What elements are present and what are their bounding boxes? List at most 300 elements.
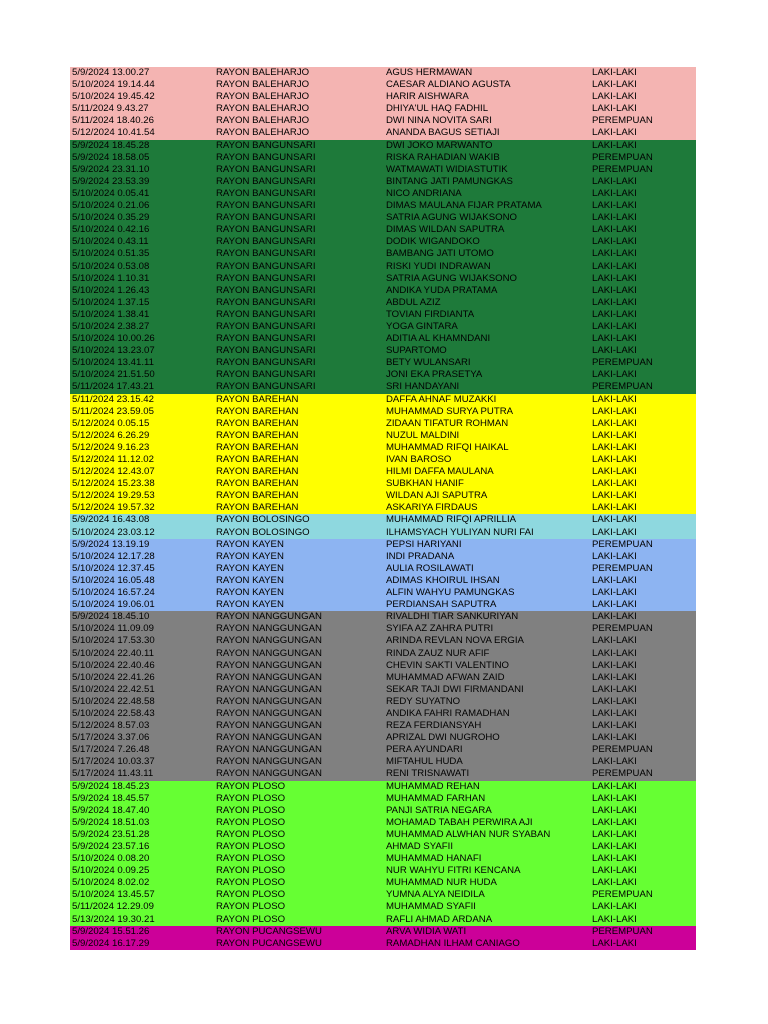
table-row: [70, 539, 696, 551]
timestamp-cell: 5/10/2024 23.03.12: [72, 526, 155, 538]
rayon-cell: RAYON PLOSO: [216, 889, 286, 901]
table-row: [70, 140, 696, 152]
name-cell: MUHAMMAD REHAN: [386, 780, 480, 792]
timestamp-cell: 5/10/2024 0.43.11: [72, 236, 149, 248]
table-row: [70, 551, 696, 563]
timestamp-cell: 5/12/2024 15.23.38: [72, 478, 155, 490]
rayon-cell: RAYON NANGGUNGAN: [216, 695, 322, 707]
timestamp-cell: 5/10/2024 1.38.41: [72, 308, 150, 320]
name-cell: JONI EKA PRASETYA: [386, 369, 483, 381]
gender-cell: LAKI-LAKI: [592, 67, 637, 78]
gender-cell: PEREMPUAN: [592, 381, 653, 393]
gender-cell: LAKI-LAKI: [592, 720, 637, 732]
name-cell: MUHAMMAD HANAFI: [386, 853, 482, 865]
table-row: [70, 708, 696, 720]
timestamp-cell: 5/9/2024 13.19.19: [72, 538, 150, 550]
rayon-cell: RAYON BANGUNSARI: [216, 260, 316, 272]
table-row: [70, 309, 696, 321]
name-cell: DHIYA'UL HAQ FADHIL: [386, 103, 489, 115]
gender-cell: LAKI-LAKI: [592, 659, 637, 671]
timestamp-cell: 5/10/2024 22.41.26: [72, 671, 155, 683]
gender-cell: PEREMPUAN: [592, 151, 653, 163]
timestamp-cell: 5/10/2024 0.42.16: [72, 224, 150, 236]
timestamp-cell: 5/9/2024 18.45.57: [72, 792, 150, 804]
name-cell: ADIMAS KHOIRUL IHSAN: [386, 574, 500, 586]
gender-cell: LAKI-LAKI: [592, 841, 637, 852]
name-cell: PANJI SATRIA NEGARA: [386, 804, 492, 816]
table-row: [70, 91, 696, 103]
table-row: [70, 635, 696, 647]
rayon-cell: RAYON BALEHARJO: [216, 127, 310, 139]
table-row: [70, 212, 696, 224]
table-row: [70, 672, 696, 684]
table-row: [70, 261, 696, 273]
rayon-cell: RAYON BANGUNSARI: [216, 320, 316, 332]
timestamp-cell: 5/10/2024 1.10.31: [72, 272, 150, 284]
gender-cell: LAKI-LAKI: [592, 828, 637, 840]
rayon-cell: RAYON BANGUNSARI: [216, 357, 316, 369]
gender-cell: LAKI-LAKI: [592, 780, 637, 792]
table-row: [70, 514, 696, 526]
timestamp-cell: 5/11/2024 23.59.05: [72, 405, 154, 417]
table-row: [70, 623, 696, 635]
gender-cell: LAKI-LAKI: [592, 635, 637, 647]
gender-cell: PEREMPUAN: [592, 623, 653, 635]
rayon-cell: RAYON NANGGUNGAN: [216, 732, 322, 744]
timestamp-cell: 5/10/2024 22.58.43: [72, 707, 155, 719]
name-cell: AULIA ROSILAWATI: [386, 562, 474, 574]
gender-cell: LAKI-LAKI: [592, 550, 637, 562]
timestamp-cell: 5/10/2024 1.37.15: [72, 296, 150, 308]
gender-cell: LAKI-LAKI: [592, 139, 637, 151]
timestamp-cell: 5/10/2024 0.53.08: [72, 260, 150, 272]
gender-cell: LAKI-LAKI: [592, 369, 637, 381]
timestamp-cell: 5/11/2024 9.43.27: [72, 103, 149, 115]
name-cell: RISKI YUDI INDRAWAN: [386, 260, 491, 272]
timestamp-cell: 5/10/2024 0.05.41: [72, 187, 150, 199]
rayon-cell: RAYON BAREHAN: [216, 502, 299, 514]
gender-cell: LAKI-LAKI: [592, 502, 637, 514]
name-cell: NUR WAHYU FITRI KENCANA: [386, 865, 521, 877]
gender-cell: LAKI-LAKI: [592, 478, 637, 490]
rayon-cell: RAYON BANGUNSARI: [216, 200, 316, 212]
rayon-cell: RAYON BOLOSINGO: [216, 514, 310, 526]
table-row: [70, 926, 696, 938]
rayon-cell: RAYON PLOSO: [216, 816, 286, 828]
table-row: [70, 164, 696, 176]
gender-cell: LAKI-LAKI: [592, 296, 637, 308]
timestamp-cell: 5/10/2024 0.08.20: [72, 853, 150, 865]
timestamp-cell: 5/10/2024 16.57.24: [72, 587, 155, 599]
table-row: [70, 527, 696, 539]
rayon-cell: RAYON KAYEN: [216, 574, 284, 586]
name-cell: ILHAMSYACH YULIYAN NURI FAI: [386, 526, 534, 538]
gender-cell: LAKI-LAKI: [592, 792, 637, 804]
table-row: [70, 430, 696, 442]
table-row: [70, 563, 696, 575]
gender-cell: LAKI-LAKI: [592, 187, 637, 199]
gender-cell: LAKI-LAKI: [592, 865, 637, 877]
name-cell: BETY WULANSARI: [386, 357, 471, 369]
name-cell: DIMAS MAULANA FIJAR PRATAMA: [386, 200, 542, 212]
timestamp-cell: 5/12/2024 10.41.54: [72, 127, 155, 139]
timestamp-cell: 5/10/2024 16.05.48: [72, 574, 155, 586]
name-cell: YUMNA ALYA NEIDILA: [386, 889, 485, 901]
name-cell: PERA AYUNDARI: [386, 744, 463, 756]
timestamp-cell: 5/9/2024 18.47.40: [72, 804, 150, 816]
gender-cell: LAKI-LAKI: [592, 913, 637, 925]
rayon-cell: RAYON PLOSO: [216, 828, 286, 840]
gender-cell: LAKI-LAKI: [592, 514, 637, 526]
timestamp-cell: 5/10/2024 0.35.29: [72, 212, 150, 224]
name-cell: AHMAD SYAFII: [386, 841, 453, 852]
table-row: [70, 817, 696, 829]
timestamp-cell: 5/9/2024 18.45.10: [72, 611, 150, 623]
table-row: [70, 67, 696, 79]
table-row: [70, 236, 696, 248]
rayon-cell: RAYON NANGGUNGAN: [216, 756, 322, 768]
table-row: [70, 877, 696, 889]
rayon-cell: RAYON BANGUNSARI: [216, 333, 316, 345]
gender-cell: LAKI-LAKI: [592, 695, 637, 707]
timestamp-cell: 5/10/2024 8.02.02: [72, 877, 150, 889]
name-cell: ARINDA REVLAN NOVA ERGIA: [386, 635, 524, 647]
gender-cell: LAKI-LAKI: [592, 707, 637, 719]
rayon-cell: RAYON BOLOSINGO: [216, 526, 310, 538]
rayon-cell: RAYON BAREHAN: [216, 478, 299, 490]
timestamp-cell: 5/10/2024 11.09.09: [72, 623, 154, 635]
name-cell: MUHAMMAD SYAFII: [386, 901, 476, 913]
timestamp-cell: 5/10/2024 22.42.51: [72, 683, 155, 695]
table-row: [70, 914, 696, 926]
gender-cell: LAKI-LAKI: [592, 175, 637, 187]
table-row: [70, 357, 696, 369]
table-row: [70, 406, 696, 418]
name-cell: AGUS HERMAWAN: [386, 67, 473, 78]
table-row: [70, 442, 696, 454]
name-cell: MUHAMMAD AFWAN ZAID: [386, 671, 505, 683]
rayon-cell: RAYON BALEHARJO: [216, 103, 310, 115]
rayon-cell: RAYON BANGUNSARI: [216, 212, 316, 224]
timestamp-cell: 5/11/2024 17.43.21: [72, 381, 154, 393]
name-cell: SATRIA AGUNG WIJAKSONO: [386, 212, 517, 224]
name-cell: ZIDAAN TIFATUR ROHMAN: [386, 417, 509, 429]
rayon-cell: RAYON BALEHARJO: [216, 91, 310, 103]
gender-cell: LAKI-LAKI: [592, 308, 637, 320]
gender-cell: PEREMPUAN: [592, 889, 653, 901]
rayon-cell: RAYON KAYEN: [216, 538, 284, 550]
name-cell: BINTANG JATI PAMUNGKAS: [386, 175, 513, 187]
timestamp-cell: 5/12/2024 12.43.07: [72, 466, 155, 478]
rayon-cell: RAYON BAREHAN: [216, 454, 299, 465]
table-row: [70, 224, 696, 236]
name-cell: TOVIAN FIRDIANTA: [386, 308, 475, 320]
name-cell: SYIFA AZ ZAHRA PUTRI: [386, 623, 494, 635]
table-row: [70, 756, 696, 768]
name-cell: YOGA GINTARA: [386, 320, 458, 332]
gender-cell: LAKI-LAKI: [592, 103, 637, 115]
name-cell: MUHAMMAD RIFQI APRILLIA: [386, 514, 517, 526]
name-cell: CHEVIN SAKTI VALENTINO: [386, 659, 509, 671]
gender-cell: LAKI-LAKI: [592, 683, 637, 695]
timestamp-cell: 5/12/2024 6.26.29: [72, 429, 150, 441]
gender-cell: LAKI-LAKI: [592, 405, 637, 417]
name-cell: IVAN BAROSO: [386, 454, 452, 465]
table-row: [70, 127, 696, 139]
timestamp-cell: 5/10/2024 10.00.26: [72, 333, 155, 345]
table-row: [70, 394, 696, 406]
gender-cell: LAKI-LAKI: [592, 393, 637, 405]
rayon-cell: RAYON BANGUNSARI: [216, 345, 316, 357]
gender-cell: PEREMPUAN: [592, 357, 653, 369]
timestamp-cell: 5/10/2024 19.14.44: [72, 79, 155, 91]
table-row: [70, 248, 696, 260]
gender-cell: LAKI-LAKI: [592, 454, 637, 465]
table-row: [70, 79, 696, 91]
rayon-cell: RAYON BANGUNSARI: [216, 369, 316, 381]
table-row: [70, 841, 696, 853]
gender-cell: LAKI-LAKI: [592, 441, 637, 453]
table-row: [70, 176, 696, 188]
gender-cell: PEREMPUAN: [592, 744, 653, 756]
name-cell: INDI PRADANA: [386, 550, 455, 562]
table-row: [70, 188, 696, 200]
rayon-cell: RAYON NANGGUNGAN: [216, 744, 322, 756]
table-row: [70, 805, 696, 817]
rayon-cell: RAYON NANGGUNGAN: [216, 671, 322, 683]
gender-cell: LAKI-LAKI: [592, 127, 637, 139]
rayon-cell: RAYON BANGUNSARI: [216, 248, 316, 260]
timestamp-cell: 5/12/2024 19.29.53: [72, 490, 155, 502]
table-row: [70, 587, 696, 599]
timestamp-cell: 5/11/2024 23.15.42: [72, 393, 154, 405]
name-cell: ASKARIYA FIRDAUS: [386, 502, 478, 514]
rayon-cell: RAYON BALEHARJO: [216, 115, 310, 127]
table-row: [70, 660, 696, 672]
gender-cell: LAKI-LAKI: [592, 236, 637, 248]
gender-cell: LAKI-LAKI: [592, 816, 637, 828]
table-row: [70, 684, 696, 696]
table-row: [70, 829, 696, 841]
rayon-cell: RAYON PUCANGSEWU: [216, 925, 322, 937]
table-row: [70, 502, 696, 514]
name-cell: REZA FERDIANSYAH: [386, 720, 482, 732]
timestamp-cell: 5/11/2024 12.29.09: [72, 901, 154, 913]
name-cell: SATRIA AGUNG WIJAKSONO: [386, 272, 517, 284]
rayon-cell: RAYON BANGUNSARI: [216, 151, 316, 163]
timestamp-cell: 5/10/2024 12.37.45: [72, 562, 155, 574]
rayon-cell: RAYON KAYEN: [216, 599, 284, 611]
timestamp-cell: 5/9/2024 18.45.28: [72, 139, 150, 151]
timestamp-cell: 5/10/2024 22.48.58: [72, 695, 155, 707]
timestamp-cell: 5/9/2024 13.00.27: [72, 67, 150, 78]
name-cell: HARIR AISHWARA: [386, 91, 469, 103]
table-row: [70, 611, 696, 623]
name-cell: MUHAMMAD SURYA PUTRA: [386, 405, 514, 417]
name-cell: WILDAN AJI SAPUTRA: [386, 490, 488, 502]
gender-cell: LAKI-LAKI: [592, 526, 637, 538]
rayon-cell: RAYON BAREHAN: [216, 405, 299, 417]
timestamp-cell: 5/9/2024 18.58.05: [72, 151, 150, 163]
name-cell: ARVA WIDIA WATI: [386, 925, 467, 937]
name-cell: ANDIKA YUDA PRATAMA: [386, 284, 498, 296]
name-cell: MUHAMMAD NUR HUDA: [386, 877, 497, 889]
gender-cell: PEREMPUAN: [592, 538, 653, 550]
timestamp-cell: 5/9/2024 18.45.23: [72, 780, 150, 792]
name-cell: NUZUL MALDINI: [386, 429, 460, 441]
name-cell: MIFTAHUL HUDA: [386, 756, 463, 768]
rayon-cell: RAYON BAREHAN: [216, 441, 299, 453]
rayon-cell: RAYON NANGGUNGAN: [216, 768, 322, 780]
timestamp-cell: 5/12/2024 0.05.15: [72, 417, 150, 429]
gender-cell: LAKI-LAKI: [592, 91, 637, 103]
name-cell: ALFIN WAHYU PAMUNGKAS: [386, 587, 515, 599]
gender-cell: LAKI-LAKI: [592, 224, 637, 236]
name-cell: SEKAR TAJI DWI FIRMANDANI: [386, 683, 524, 695]
table-row: [70, 720, 696, 732]
gender-cell: LAKI-LAKI: [592, 417, 637, 429]
gender-cell: LAKI-LAKI: [592, 853, 637, 865]
gender-cell: LAKI-LAKI: [592, 611, 637, 623]
rayon-cell: RAYON NANGGUNGAN: [216, 683, 322, 695]
timestamp-cell: 5/9/2024 23.51.28: [72, 828, 150, 840]
rayon-cell: RAYON BAREHAN: [216, 417, 299, 429]
name-cell: MUHAMMAD RIFQI HAIKAL: [386, 441, 509, 453]
gender-cell: PEREMPUAN: [592, 115, 653, 127]
name-cell: RAFLI AHMAD ARDANA: [386, 913, 493, 925]
gender-cell: LAKI-LAKI: [592, 587, 637, 599]
timestamp-cell: 5/10/2024 19.06.01: [72, 599, 155, 611]
name-cell: APRIZAL DWI NUGROHO: [386, 732, 500, 744]
rayon-cell: RAYON BANGUNSARI: [216, 175, 316, 187]
gender-cell: LAKI-LAKI: [592, 260, 637, 272]
timestamp-cell: 5/10/2024 21.51.50: [72, 369, 155, 381]
name-cell: PEPSI HARIYANI: [386, 538, 462, 550]
rayon-cell: RAYON BANGUNSARI: [216, 296, 316, 308]
table-row: [70, 333, 696, 345]
name-cell: REDY SUYATNO: [386, 695, 461, 707]
name-cell: SUPARTOMO: [386, 345, 447, 357]
rayon-cell: RAYON BANGUNSARI: [216, 236, 316, 248]
name-cell: DWI NINA NOVITA SARI: [386, 115, 492, 127]
rayon-cell: RAYON KAYEN: [216, 587, 284, 599]
name-cell: ANDIKA FAHRI RAMADHAN: [386, 707, 510, 719]
name-cell: RINDA ZAUZ NUR AFIF: [386, 647, 490, 659]
timestamp-cell: 5/11/2024 18.40.26: [72, 115, 154, 127]
name-cell: CAESAR ALDIANO AGUSTA: [386, 79, 511, 91]
timestamp-cell: 5/17/2024 7.26.48: [72, 744, 150, 756]
rayon-cell: RAYON NANGGUNGAN: [216, 635, 322, 647]
gender-cell: LAKI-LAKI: [592, 429, 637, 441]
name-cell: SRI HANDAYANI: [386, 381, 460, 393]
gender-cell: LAKI-LAKI: [592, 272, 637, 284]
gender-cell: LAKI-LAKI: [592, 345, 637, 357]
rayon-cell: RAYON NANGGUNGAN: [216, 611, 322, 623]
table-row: [70, 648, 696, 660]
rayon-cell: RAYON PLOSO: [216, 877, 286, 889]
gender-cell: LAKI-LAKI: [592, 200, 637, 212]
name-cell: SUBKHAN HANIF: [386, 478, 464, 490]
rayon-cell: RAYON BANGUNSARI: [216, 284, 316, 296]
table-row: [70, 938, 696, 950]
rayon-cell: RAYON BANGUNSARI: [216, 308, 316, 320]
table-row: [70, 152, 696, 164]
rayon-cell: RAYON PLOSO: [216, 792, 286, 804]
rayon-cell: RAYON BANGUNSARI: [216, 224, 316, 236]
gender-cell: LAKI-LAKI: [592, 333, 637, 345]
timestamp-cell: 5/10/2024 0.09.25: [72, 865, 150, 877]
rayon-cell: RAYON NANGGUNGAN: [216, 623, 322, 635]
timestamp-cell: 5/9/2024 23.53.39: [72, 175, 150, 187]
timestamp-cell: 5/9/2024 15.51.26: [72, 925, 150, 937]
timestamp-cell: 5/12/2024 19.57.32: [72, 502, 155, 514]
table-row: [70, 466, 696, 478]
rayon-cell: RAYON PLOSO: [216, 804, 286, 816]
table-row: [70, 853, 696, 865]
name-cell: RENI TRISNAWATI: [386, 768, 470, 780]
timestamp-cell: 5/9/2024 16.43.08: [72, 514, 150, 526]
name-cell: MOHAMAD TABAH PERWIRA AJI: [386, 816, 533, 828]
table-row: [70, 793, 696, 805]
timestamp-cell: 5/9/2024 23.57.16: [72, 841, 150, 852]
rayon-cell: RAYON BANGUNSARI: [216, 187, 316, 199]
timestamp-cell: 5/10/2024 22.40.46: [72, 659, 155, 671]
table-row: [70, 478, 696, 490]
rayon-cell: RAYON BAREHAN: [216, 490, 299, 502]
timestamp-cell: 5/17/2024 3.37.06: [72, 732, 150, 744]
spreadsheet-table: [70, 67, 696, 950]
gender-cell: LAKI-LAKI: [592, 212, 637, 224]
timestamp-cell: 5/10/2024 17.53.30: [72, 635, 155, 647]
gender-cell: PEREMPUAN: [592, 768, 653, 780]
timestamp-cell: 5/9/2024 23.31.10: [72, 163, 150, 175]
rayon-cell: RAYON PLOSO: [216, 901, 286, 913]
gender-cell: LAKI-LAKI: [592, 756, 637, 768]
timestamp-cell: 5/10/2024 0.51.35: [72, 248, 150, 260]
rayon-cell: RAYON BANGUNSARI: [216, 381, 316, 393]
gender-cell: LAKI-LAKI: [592, 490, 637, 502]
table-row: [70, 490, 696, 502]
gender-cell: PEREMPUAN: [592, 163, 653, 175]
timestamp-cell: 5/10/2024 13.23.07: [72, 345, 155, 357]
rayon-cell: RAYON BANGUNSARI: [216, 272, 316, 284]
table-row: [70, 889, 696, 901]
rayon-cell: RAYON BANGUNSARI: [216, 139, 316, 151]
gender-cell: LAKI-LAKI: [592, 901, 637, 913]
timestamp-cell: 5/17/2024 11.43.11: [72, 768, 154, 780]
timestamp-cell: 5/10/2024 2.38.27: [72, 320, 150, 332]
rayon-cell: RAYON NANGGUNGAN: [216, 720, 322, 732]
rayon-cell: RAYON BALEHARJO: [216, 79, 310, 91]
rayon-cell: RAYON NANGGUNGAN: [216, 707, 322, 719]
table-row: [70, 599, 696, 611]
gender-cell: LAKI-LAKI: [592, 284, 637, 296]
name-cell: RAMADHAN ILHAM CANIAGO: [386, 937, 520, 949]
table-row: [70, 369, 696, 381]
table-row: [70, 418, 696, 430]
timestamp-cell: 5/10/2024 1.26.43: [72, 284, 150, 296]
rayon-cell: RAYON PLOSO: [216, 780, 286, 792]
name-cell: DWI JOKO MARWANTO: [386, 139, 493, 151]
rayon-cell: RAYON PUCANGSEWU: [216, 937, 322, 949]
gender-cell: LAKI-LAKI: [592, 804, 637, 816]
rayon-cell: RAYON NANGGUNGAN: [216, 659, 322, 671]
rayon-cell: RAYON BANGUNSARI: [216, 163, 316, 175]
table-row: [70, 285, 696, 297]
name-cell: DIMAS WILDAN SAPUTRA: [386, 224, 505, 236]
timestamp-cell: 5/10/2024 13.41.11: [72, 357, 154, 369]
rayon-cell: RAYON PLOSO: [216, 841, 286, 852]
